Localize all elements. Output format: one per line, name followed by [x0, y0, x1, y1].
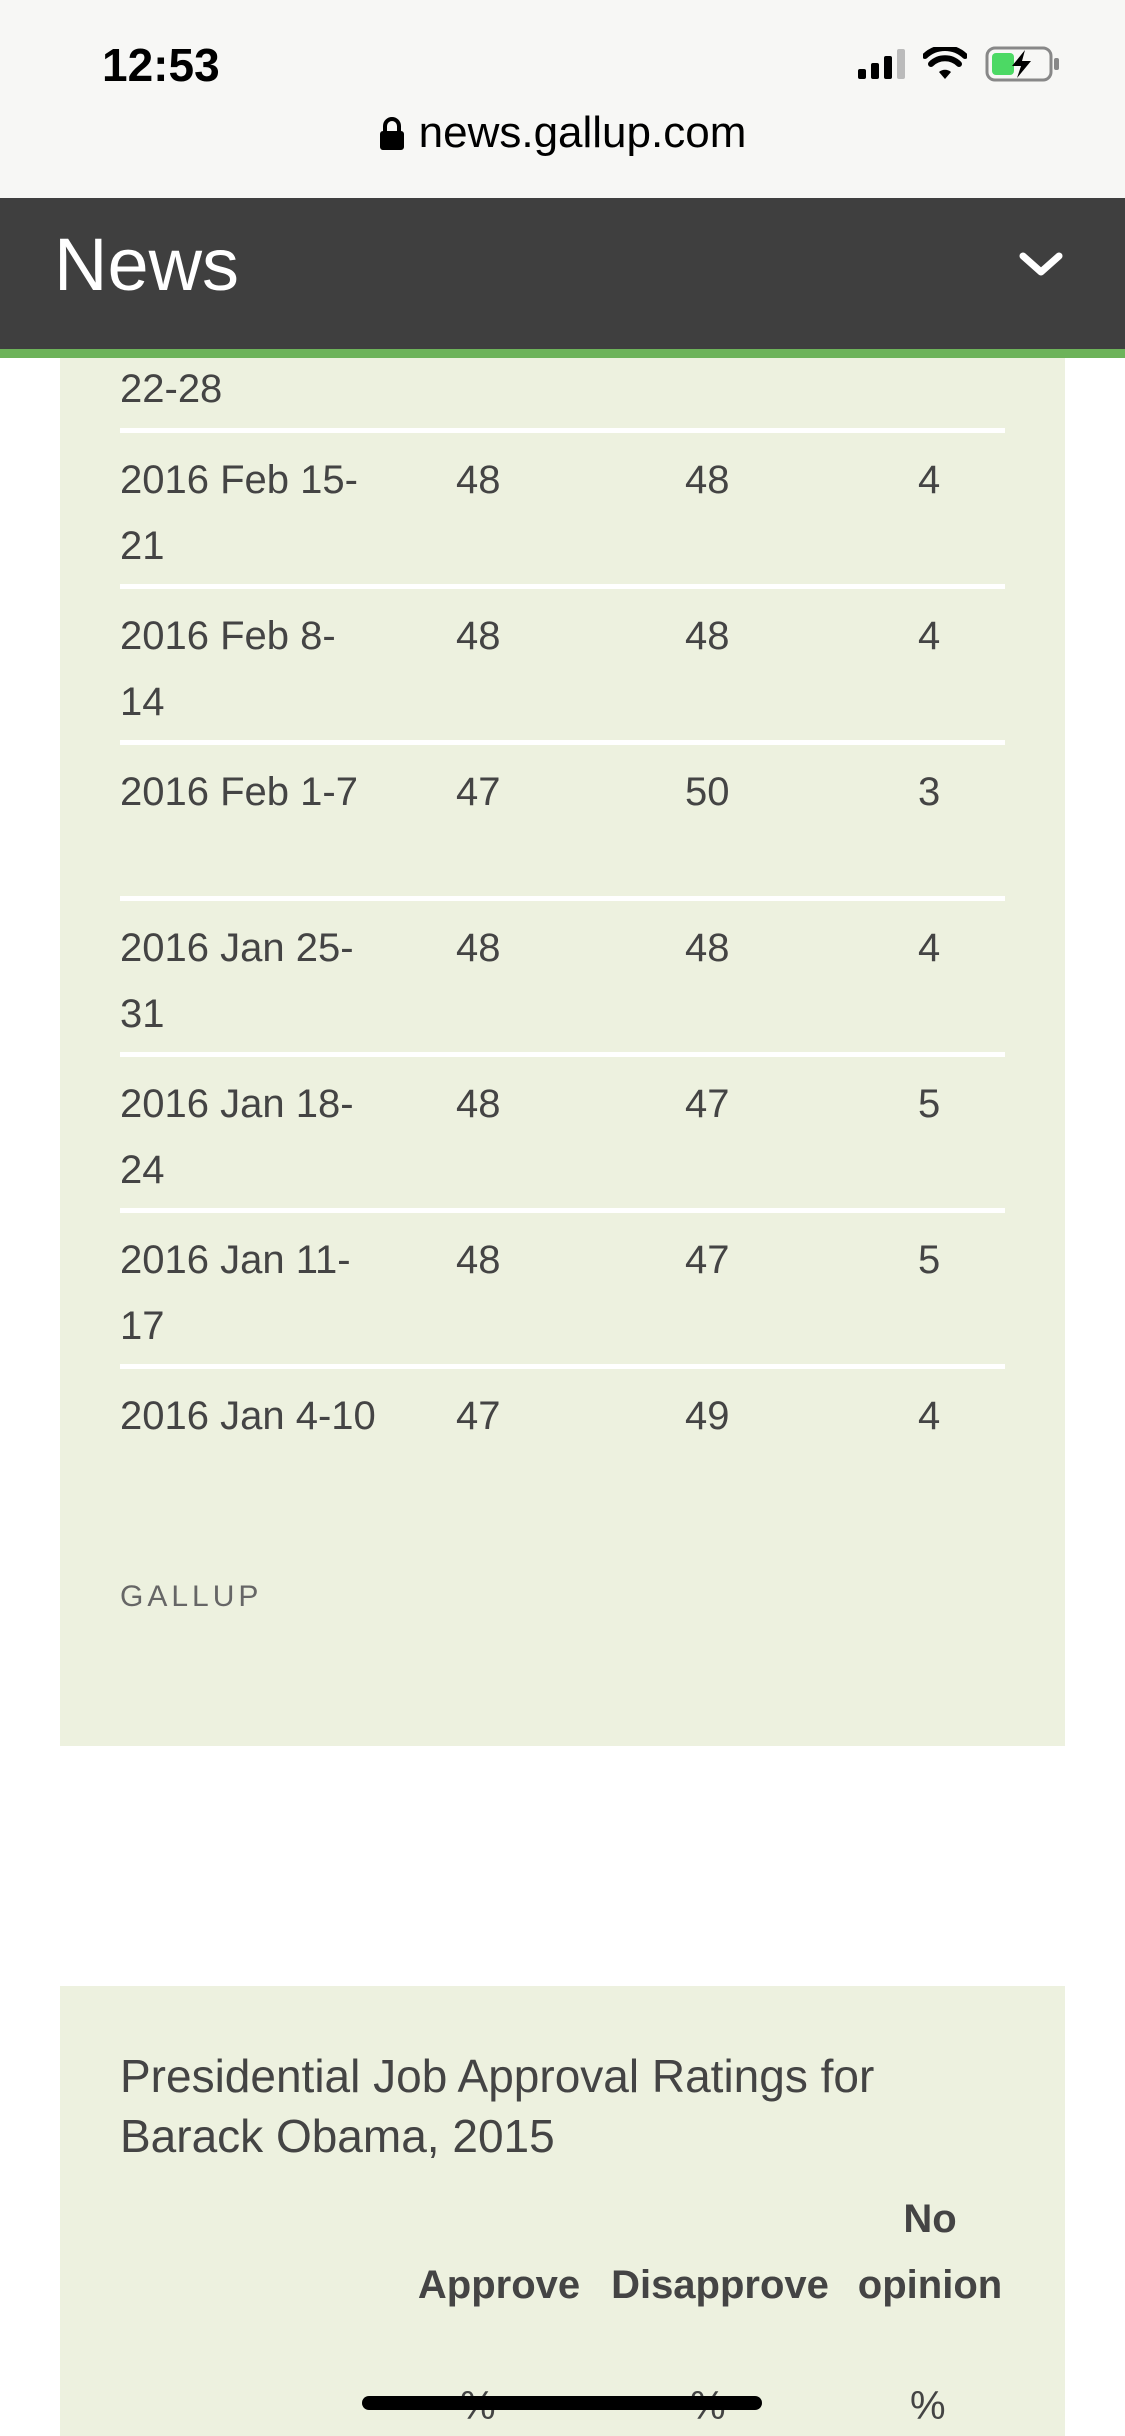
- table-row: [120, 1364, 1005, 1520]
- approve-cell: 48: [456, 1238, 501, 1282]
- approve-cell: 48: [456, 926, 501, 970]
- approve-cell: 48: [456, 1082, 501, 1126]
- signal-icon: [858, 49, 905, 79]
- date-cell: 2016 Jan 11-17: [120, 1238, 351, 1348]
- section-title: News: [54, 223, 240, 306]
- no-opinion-cell: 4: [918, 926, 941, 970]
- disapprove-cell: 48: [685, 926, 730, 970]
- no-opinion-cell: 3: [918, 770, 941, 814]
- table-row: [120, 1208, 1005, 1364]
- approve-cell: 47: [456, 770, 501, 814]
- table-row: [120, 1052, 1005, 1208]
- header-disapprove: Disapprove: [611, 2263, 829, 2307]
- no-opinion-cell: 5: [918, 1082, 941, 1126]
- url-bar[interactable]: [0, 108, 1125, 158]
- approve-cell: 47: [456, 1394, 501, 1438]
- approval-table-2015: [60, 1986, 1065, 2436]
- header-approve: Approve: [417, 2263, 581, 2307]
- battery-charging-icon: [985, 46, 1061, 82]
- approval-table-2016: [60, 358, 1065, 1746]
- disapprove-cell: 48: [685, 458, 730, 502]
- lock-icon: [379, 117, 405, 151]
- table-row: [120, 740, 1005, 896]
- disapprove-cell: 50: [685, 770, 730, 814]
- approve-cell: 48: [456, 614, 501, 658]
- date-cell: 22-28: [120, 367, 223, 411]
- table-title: Presidential Job Approval Ratings for Barack Obama, 2015: [120, 2050, 875, 2162]
- wifi-icon: [923, 47, 967, 81]
- table-row: [120, 358, 1005, 428]
- unit-no-opinion: %: [910, 2384, 946, 2428]
- table-row: [120, 896, 1005, 1052]
- approve-cell: 48: [456, 458, 501, 502]
- date-cell: 2016 Feb 1-7: [120, 770, 358, 814]
- table-row: [120, 584, 1005, 740]
- date-cell: 2016 Jan 4-10: [120, 1394, 376, 1438]
- home-indicator[interactable]: [362, 2396, 762, 2410]
- no-opinion-cell: 4: [918, 458, 941, 502]
- status-icons: [858, 44, 1061, 84]
- no-opinion-cell: 5: [918, 1238, 941, 1282]
- url-text: news.gallup.com: [418, 108, 747, 157]
- date-cell: 2016 Feb 8-14: [120, 614, 336, 724]
- disapprove-cell: 47: [685, 1238, 730, 1282]
- header-no-opinion: No opinion: [857, 2197, 1003, 2307]
- status-time: 12:53: [102, 39, 220, 91]
- disapprove-cell: 49: [685, 1394, 730, 1438]
- browser-top-bar: [0, 0, 1125, 198]
- table-rows: [120, 358, 1005, 1520]
- no-opinion-cell: 4: [918, 614, 941, 658]
- date-cell: 2016 Jan 18-24: [120, 1082, 354, 1192]
- date-cell: 2016 Jan 25-31: [120, 926, 354, 1036]
- date-cell: 2016 Feb 15-21: [120, 458, 358, 568]
- disapprove-cell: 47: [685, 1082, 730, 1126]
- section-nav-bar[interactable]: [0, 198, 1125, 358]
- chevron-down-icon[interactable]: [1017, 248, 1065, 280]
- table-row: [120, 428, 1005, 584]
- disapprove-cell: 48: [685, 614, 730, 658]
- source-label: GALLUP: [120, 1580, 263, 1613]
- no-opinion-cell: 4: [918, 1394, 941, 1438]
